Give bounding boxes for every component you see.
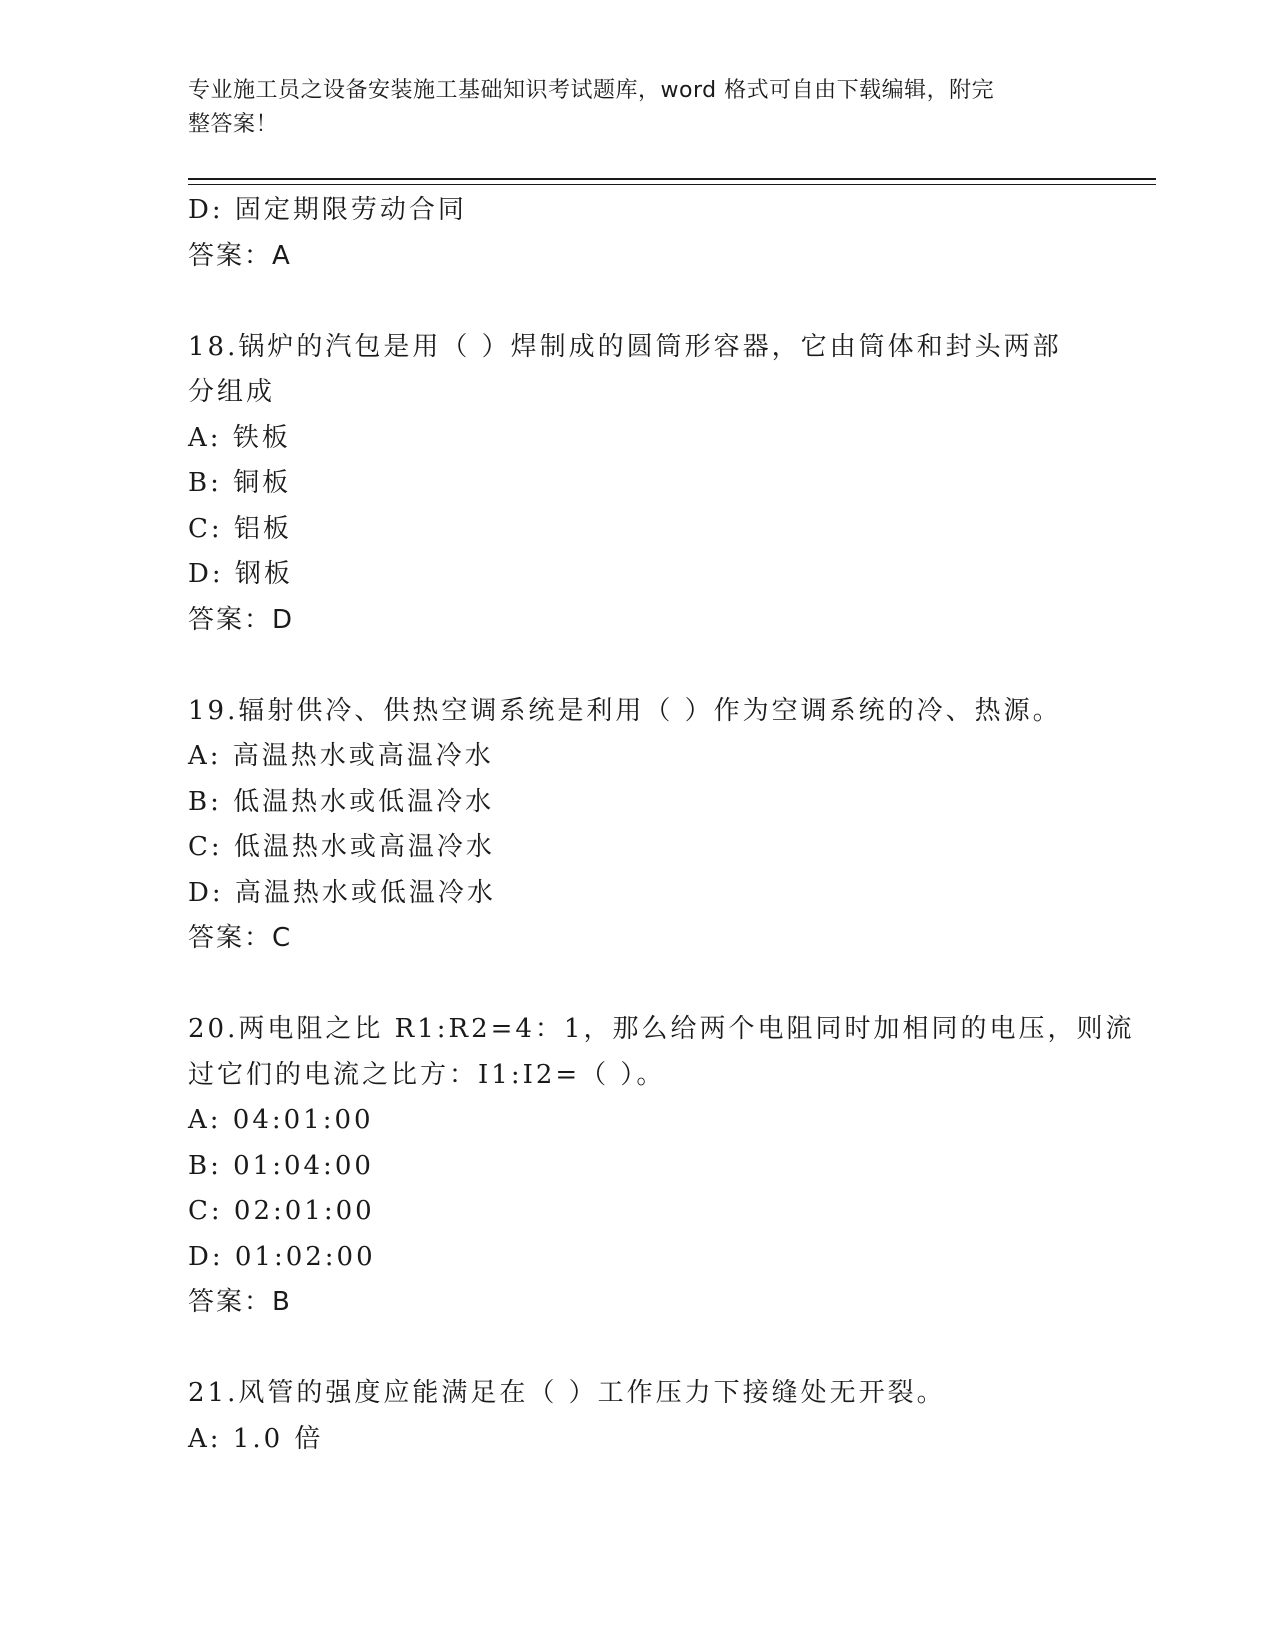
answer-line: 答案：D: [188, 604, 295, 635]
option-line: C: 低温热水或高温冷水: [188, 832, 495, 862]
option-line: C: 02:01:00: [188, 1196, 375, 1226]
blank-line: [188, 1326, 1088, 1372]
option-line: B: 低温热水或低温冷水: [188, 786, 495, 817]
question-line: 18.锅炉的汽包是用（ ）焊制成的圆筒形容器，它由筒体和封头两部: [188, 331, 1062, 362]
question-line: 分组成: [188, 377, 276, 407]
blank-line: [188, 279, 1088, 325]
question-list: [188, 188, 1135, 1462]
option-line: B: 01:04:00: [188, 1150, 374, 1181]
blank-line: [188, 962, 1088, 1008]
option-line: A: 1.0 倍: [188, 1423, 324, 1454]
header-divider-thick: [188, 178, 1156, 180]
option-line: C: 铝板: [188, 513, 292, 544]
option-line: D: 01:02:00: [188, 1241, 376, 1272]
option-line: D: 钢板: [188, 559, 293, 589]
answer-line: 答案：A: [188, 240, 292, 271]
option-line: B: 铜板: [188, 468, 292, 498]
document-header: [188, 74, 1088, 142]
answer-line: 答案：C: [188, 923, 293, 953]
header-line-2: 整答案！: [188, 112, 279, 137]
option-line: A: 04:01:00: [188, 1105, 374, 1135]
question-line: 过它们的电流之比方：I1:I2=（ ）。: [188, 1059, 666, 1090]
option-line: A: 铁板: [188, 422, 291, 453]
option-line: D: 固定期限劳动合同: [188, 195, 467, 225]
question-line: 19.辐射供冷、供热空调系统是利用（ ）作为空调系统的冷、热源。: [188, 695, 1062, 726]
question-line: 21.风管的强度应能满足在（ ）工作压力下接缝处无开裂。: [188, 1378, 946, 1408]
option-line: A: 高温热水或高温冷水: [188, 741, 494, 771]
question-line: 20.两电阻之比 R1:R2=4：1，那么给两个电阻同时加相同的电压，则流: [188, 1014, 1135, 1044]
header-divider-thin: [188, 184, 1156, 185]
answer-line: 答案：B: [188, 1287, 292, 1317]
header-line-1: 专业施工员之设备安装施工基础知识考试题库，word 格式可自由下载编辑，附完: [188, 78, 995, 103]
blank-line: [188, 643, 1088, 689]
option-line: D: 高温热水或低温冷水: [188, 877, 496, 908]
